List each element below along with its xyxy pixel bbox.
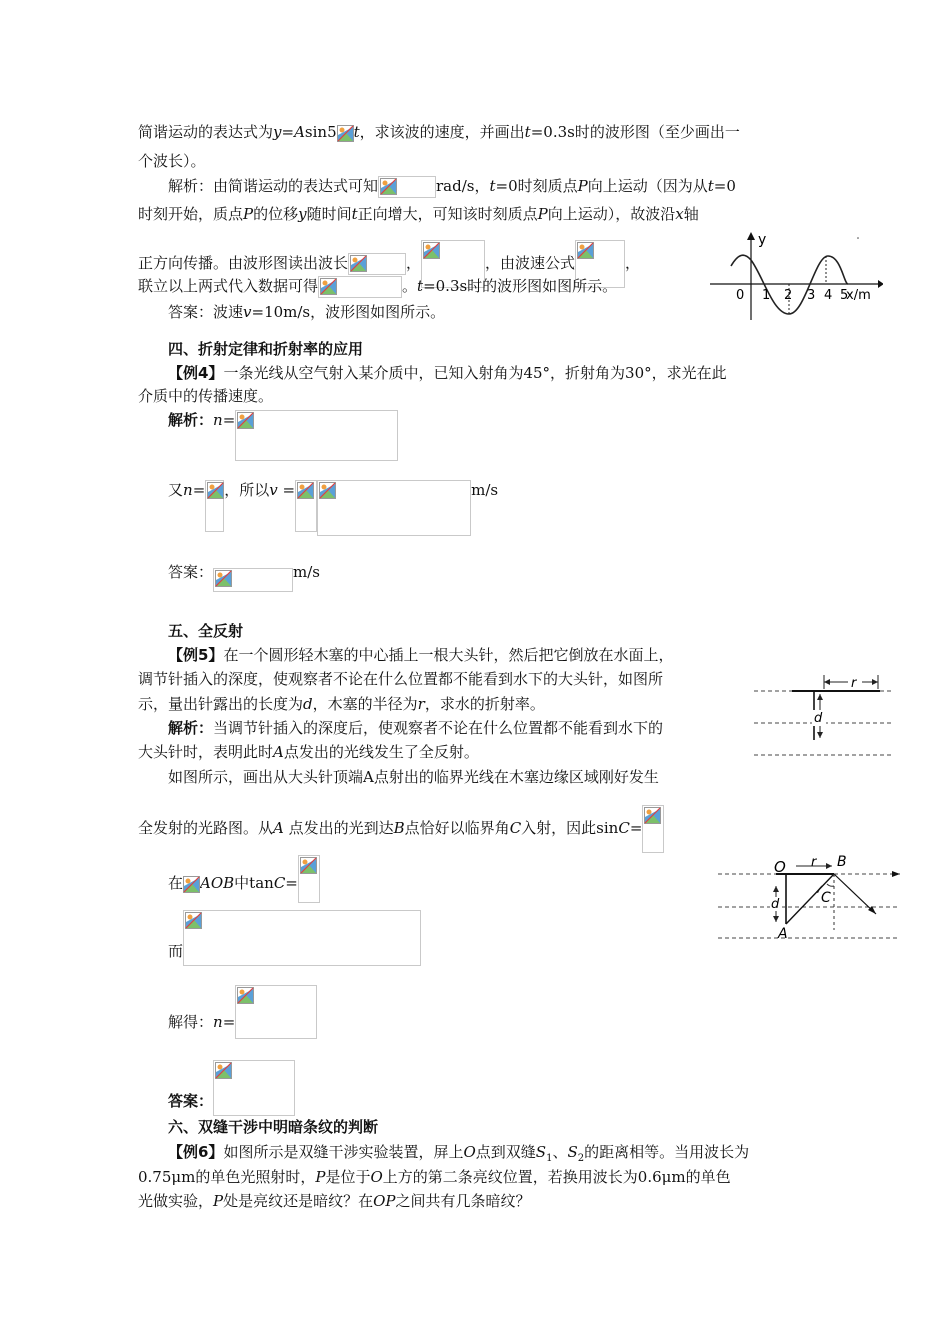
cork-pin-figure: [752, 672, 897, 764]
formula-image: [235, 985, 317, 1039]
svg-text:d: d: [814, 711, 823, 726]
image-placeholder-icon: [183, 876, 200, 893]
ex4-question-line1: 【例4】一条光线从空气射入某介质中，已知入射角为45°，折射角为30°，求光在此: [168, 364, 727, 382]
tick-4: 4: [824, 288, 833, 303]
section-heading-6: 六、双缝干涉中明暗条纹的判断: [168, 1118, 379, 1136]
ex6-question-line1: 【例6】如图所示是双缝干涉实验装置，屏上O点到双缝$S_1$、$S_2$的距离相等。当用波长为: [168, 1143, 750, 1164]
ex3-line3: 解析：由简谐运动的表达式可知 rad/s，t=0时刻质点P向上运动（因为从t=0: [168, 176, 736, 198]
image-placeholder-icon: [300, 857, 317, 874]
image-placeholder-icon: [215, 1062, 232, 1079]
ex3-answer: 答案：波速v=10m/s，波形图如图所示。: [168, 303, 446, 321]
formula-image: [205, 480, 224, 532]
image-placeholder-icon: [237, 987, 254, 1004]
formula-image: [295, 480, 317, 532]
formula-image: [183, 910, 421, 966]
image-placeholder-icon: [319, 482, 336, 499]
ex4-answer: 答案： m/s: [168, 562, 320, 592]
ex3-line1: 简谐运动的表达式为y=Asin5 t，求该波的速度，并画出t=0.3s时的波形图（至少画出一: [138, 123, 740, 141]
formula-image: [378, 176, 436, 198]
total-reflection-figure: [716, 852, 906, 944]
image-placeholder-icon: [644, 807, 661, 824]
ex4-n-formula: 解析：n=: [168, 410, 398, 461]
ex5-tan-line: 在 AOB中tanC=: [168, 855, 320, 903]
svg-text:d: d: [771, 897, 780, 912]
formula-image: [318, 276, 402, 298]
formula-image: [235, 410, 398, 461]
section-heading-5: 五、全反射: [168, 622, 244, 640]
formula-image: [298, 855, 320, 903]
ex3-line6: 联立以上两式代入数据可得 。t=0.3s时的波形图如图所示。: [138, 276, 617, 298]
formula-image: [213, 568, 293, 592]
image-placeholder-icon: [423, 242, 440, 259]
ex5-solution-line4: 全发射的光路图。从A 点发出的光到达B点恰好以临界角C入射，因此sinC=: [138, 805, 664, 853]
image-placeholder-icon: [320, 278, 337, 295]
triangle-symbol-image: [183, 876, 200, 893]
svg-text:C: C: [821, 890, 831, 906]
ex3-line4: 时刻开始，质点P的位移y随时间t正向增大，可知该时刻质点P向上运动），故波沿x轴: [138, 205, 699, 223]
formula-image: [213, 1060, 295, 1116]
formula-image: [317, 480, 471, 536]
ex5-question-line2: 调节针插入的深度，使观察者不论在什么位置都不能看到水下的大头针，如图所: [138, 670, 664, 688]
tick-0: 0: [736, 288, 745, 303]
tick-3: 3: [807, 288, 816, 303]
ex5-question-line1: 【例5】在一个圆形轻木塞的中心插上一根大头针，然后把它倒放在水面上，: [168, 646, 674, 664]
ex5-result-line: 解得：n=: [168, 985, 317, 1039]
tick-1: 1: [762, 288, 771, 303]
svg-text:r: r: [851, 676, 857, 691]
formula-image: [642, 805, 664, 853]
formula-image: [348, 253, 406, 275]
image-placeholder-icon: [185, 912, 202, 929]
section-heading-4: 四、折射定律和折射率的应用: [168, 340, 364, 358]
image-placeholder-icon: [215, 570, 232, 587]
ex5-answer: 答案：: [168, 1060, 295, 1116]
ex5-solution-line3: 如图所示，画出从大头针顶端A点射出的临界光线在木塞边缘区域刚好发生: [168, 768, 659, 786]
ex3-line5: 正方向传播。由波形图读出波长 ， ，由波速公式 ，: [138, 240, 640, 288]
image-placeholder-icon: [350, 255, 367, 272]
ex5-er-line: 而: [168, 910, 421, 966]
tick-5: 5: [840, 288, 849, 303]
svg-text:O: O: [774, 858, 786, 876]
svg-text:r: r: [811, 855, 817, 870]
ex5-solution-line2: 大头针时，表明此时A点发出的光线发生了全反射。: [138, 743, 479, 761]
ex5-solution-line1: 解析：当调节针插入的深度后，使观察者不论在什么位置都不能看到水下的: [168, 719, 664, 737]
svg-text:B: B: [837, 854, 847, 870]
tick-2: 2: [784, 288, 793, 303]
ex4-question-line2: 介质中的传播速度。: [138, 387, 274, 405]
ex6-question-line3: 光做实验，P处是亮纹还是暗纹？在OP之间共有几条暗纹？: [138, 1192, 531, 1210]
ex3-line2: 个波长）。: [138, 152, 206, 170]
ex5-question-line3: 示，量出针露出的长度为d，木塞的半径为r，求水的折射率。: [138, 695, 545, 713]
image-placeholder-icon: [207, 482, 224, 499]
image-placeholder-icon: [337, 125, 354, 142]
image-placeholder-icon: [577, 242, 594, 259]
y-label: y: [758, 232, 767, 248]
x-label: x/m: [846, 288, 871, 303]
ex4-v-formula: 又n= ，所以v = m/s: [168, 480, 498, 536]
ex6-question-line2: 0.75μm的单色光照射时，P是位于O上方的第二条亮纹位置，若换用波长为0.6μm的单色: [138, 1168, 731, 1186]
image-placeholder-icon: [237, 412, 254, 429]
image-placeholder-icon: [297, 482, 314, 499]
wave-figure: [708, 228, 883, 324]
svg-text:A: A: [778, 926, 788, 942]
image-placeholder-icon: [380, 178, 397, 195]
